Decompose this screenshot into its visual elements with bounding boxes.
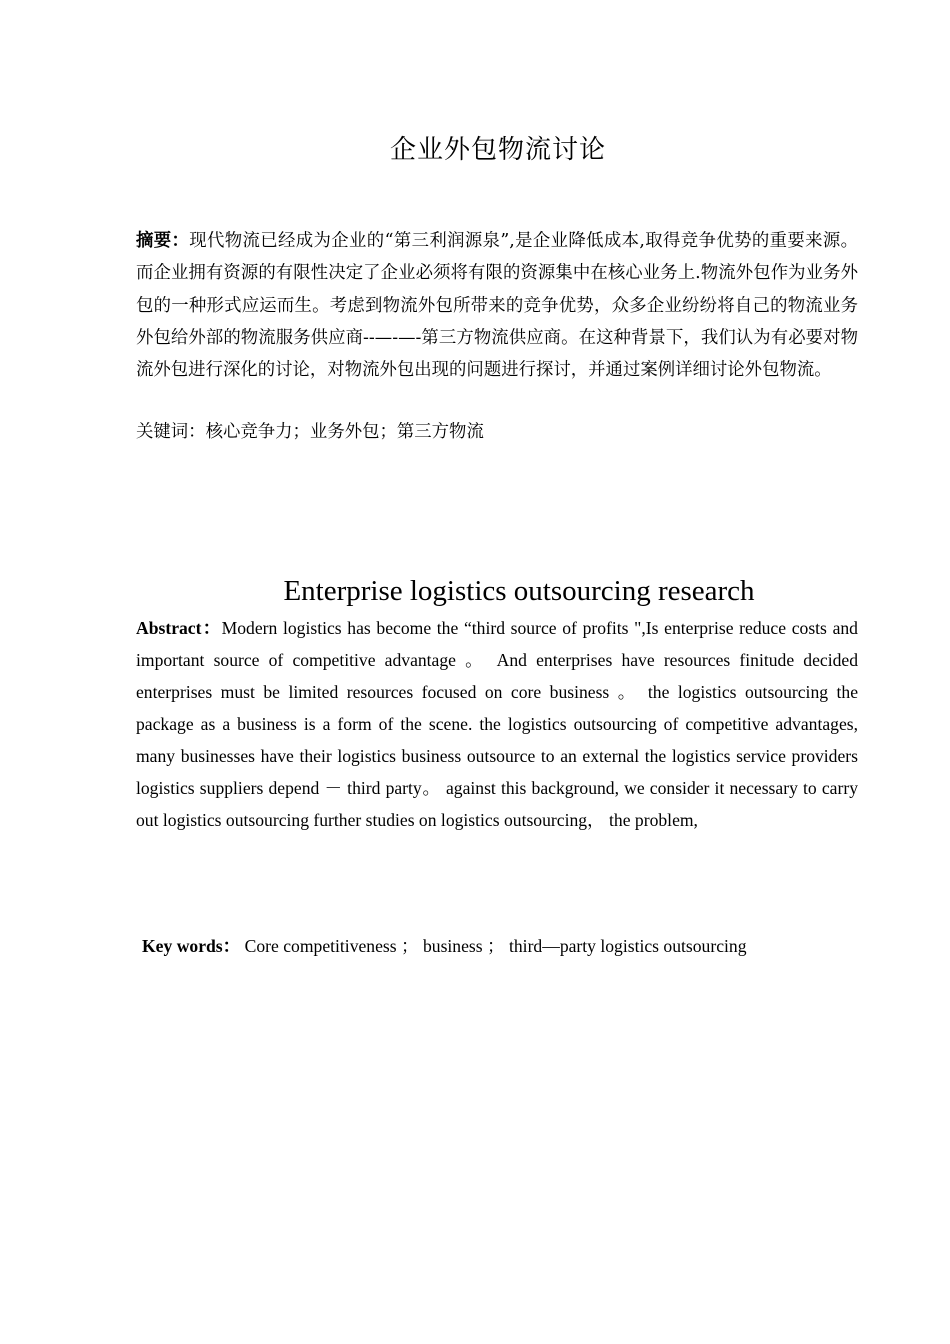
english-abstract-label: Abstract： — [136, 618, 222, 638]
chinese-abstract — [136, 225, 858, 386]
chinese-abstract-text: 现代物流已经成为企业的“第三利润源泉”,是企业降低成本,取得竞争优势的重要来源。而企业拥有资源的有限性决定了企业必须将有限的资源集中在核心业务上.物流外包作为业务外包的一种形式应运而生。考虑到物流外包所带来的竞争优势，众多企业纷纷将自己的物流业务外包给外部的物流服务供应商--—-—-第三方物流供应商。在这种背景下，我们认为有必要对物流外包进行深化的讨论，对物流外包出现的问题进行探讨，并通过案例详细讨论外包物流。 — [136, 231, 858, 381]
chinese-title: 企业外包物流讨论 — [389, 135, 606, 165]
english-abstract — [136, 612, 858, 836]
english-keywords-text: Core competitiveness ； business ； third—party logistics outsourcing — [244, 936, 747, 956]
english-keywords-label: Key words： — [142, 936, 241, 956]
chinese-keywords — [136, 418, 858, 446]
chinese-abstract-label: 摘要： — [136, 231, 190, 251]
english-abstract-text: Modern logistics has become the “third source of profits ",Is enterprise reduce costs and important source of competitive advantage 。 And enterprises have resources finitude decided enterprises must be limited resources focused on core business 。 the logistics outsourcing the package as a business is a form of the scene. the logistics outsourcing of competitive advantages, many businesses have their logistics business outsource to an external the logistics service providers logistics suppliers depend － third party。 against this background, we consider it necessary to carry out logistics outsourcing further studies on logistics outsourcing， the problem, — [136, 618, 858, 830]
chinese-keywords-label: 关键词： — [136, 422, 206, 442]
chinese-keywords-text: 核心竞争力；业务外包；第三方物流 — [205, 422, 484, 442]
english-keywords — [142, 932, 858, 960]
english-title: Enterprise logistics outsourcing research — [283, 575, 755, 607]
